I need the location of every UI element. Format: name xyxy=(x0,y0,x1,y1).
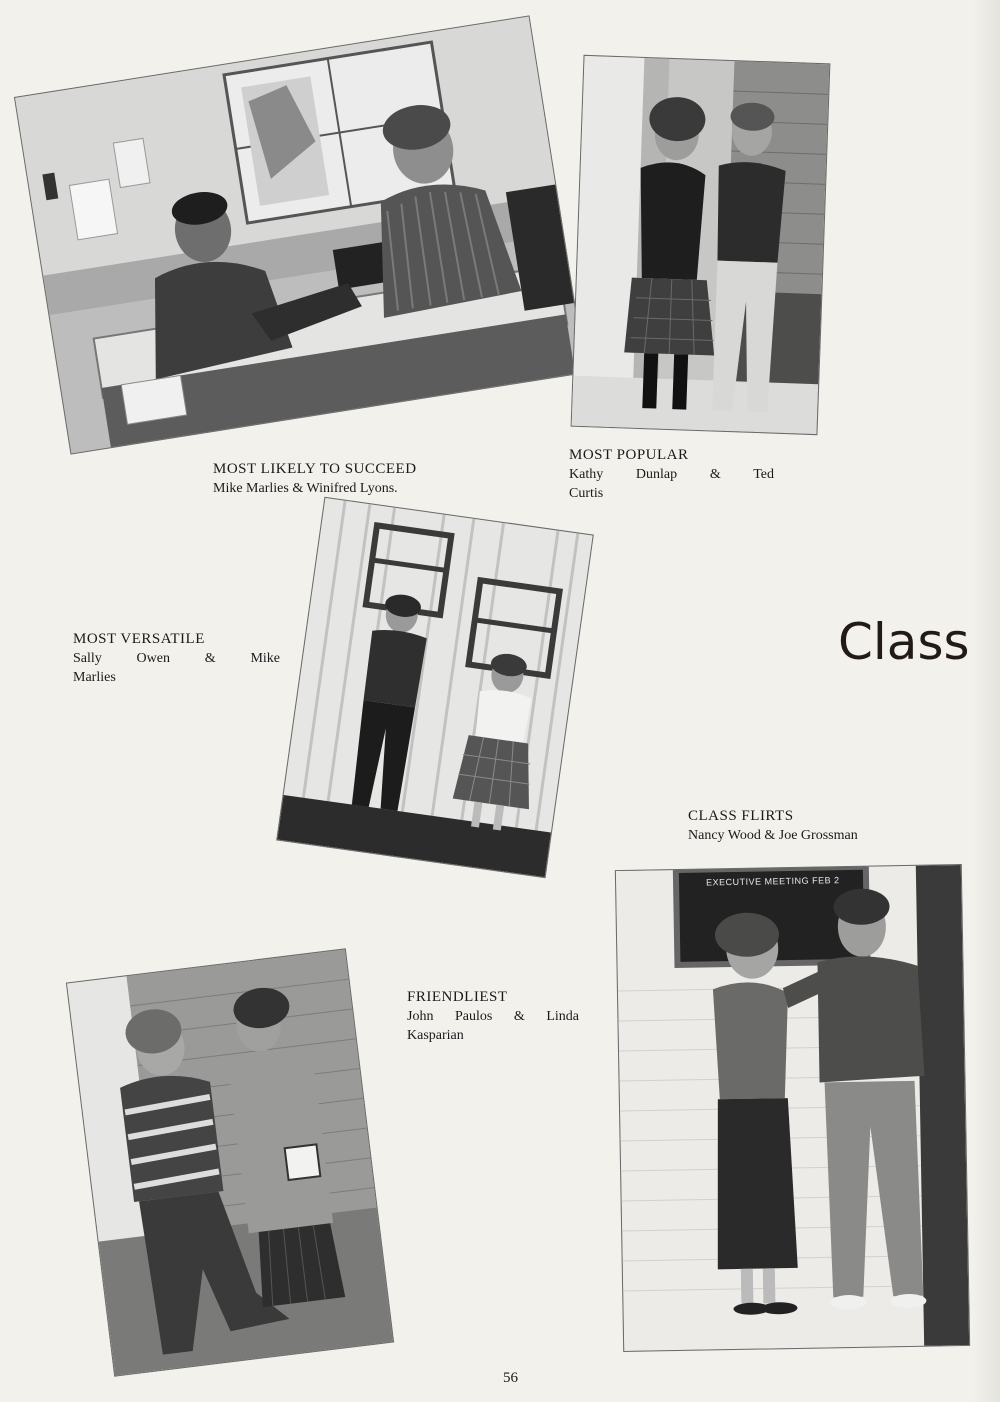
award-title: FRIENDLIEST xyxy=(407,989,508,1005)
photo-most-versatile xyxy=(277,498,592,877)
award-names-line-1: Sally Owen & Mike xyxy=(73,651,280,666)
section-heading: Class xyxy=(838,613,970,671)
porch-pair-image xyxy=(67,949,393,1375)
bulletin-board-couple-image xyxy=(616,865,969,1351)
award-names-line-2: Kasparian xyxy=(407,1028,464,1043)
caption-most-versatile xyxy=(73,630,280,687)
photo-most-likely-to-succeed xyxy=(15,17,585,454)
page-number: 56 xyxy=(503,1370,518,1386)
award-names-line-1: Kathy Dunlap & Ted xyxy=(569,467,774,482)
doorway-couple-image xyxy=(572,56,830,434)
award-names xyxy=(407,1007,579,1045)
award-names: Mike Marlies & Winifred Lyons. xyxy=(213,481,398,496)
award-names-line-2: Curtis xyxy=(569,486,604,501)
award-names-line-2: Marlies xyxy=(73,670,116,685)
award-title: MOST VERSATILE xyxy=(73,631,205,647)
caption-friendliest xyxy=(407,988,579,1045)
board-sign-text: EXECUTIVE MEETING FEB 2 xyxy=(705,875,840,888)
award-title: MOST LIKELY TO SUCCEED xyxy=(213,461,417,477)
page-edge-shadow xyxy=(972,0,1000,1402)
chairs-overhead-image xyxy=(277,498,592,877)
caption-class-flirts xyxy=(688,807,918,845)
caption-most-popular xyxy=(569,446,774,503)
photo-friendliest xyxy=(67,949,393,1375)
award-names xyxy=(73,649,280,687)
award-names: Nancy Wood & Joe Grossman xyxy=(688,828,858,843)
award-names xyxy=(569,465,774,503)
photo-most-popular xyxy=(572,56,830,434)
award-title: MOST POPULAR xyxy=(569,447,689,463)
photo-class-flirts xyxy=(616,865,969,1351)
office-scene-image xyxy=(15,17,585,454)
award-names-line-1: John Paulos & Linda xyxy=(407,1009,579,1024)
caption-most-likely-to-succeed xyxy=(213,460,473,498)
award-title: CLASS FLIRTS xyxy=(688,808,794,824)
